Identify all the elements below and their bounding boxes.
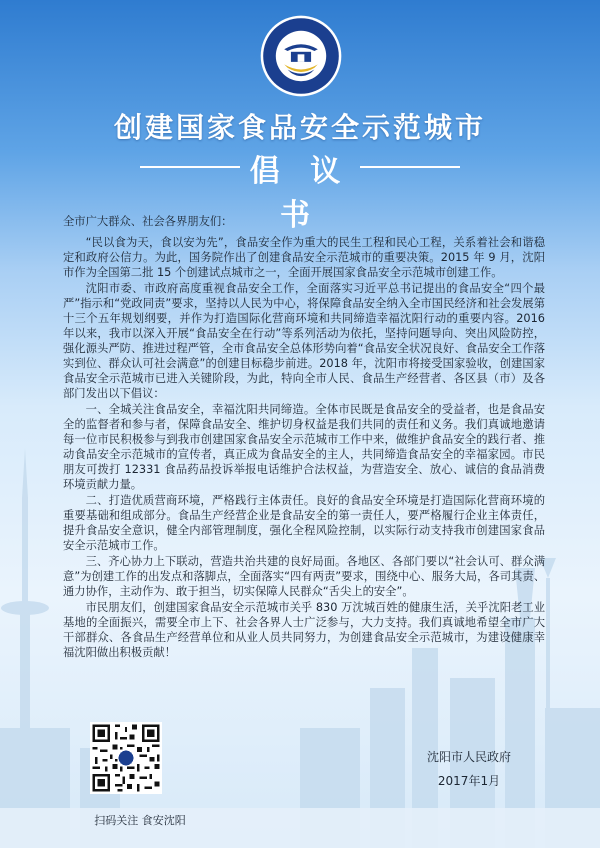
subtitle-rule-left [140,166,240,168]
qr-caption: 扫码关注 食安沈阳 [94,814,186,827]
letter-paragraph: 市民朋友们，创建国家食品安全示范城市关乎 830 万沈城百姓的健康生活，关乎沈阳老工业基地的全面振兴，需要全市上下、社会各界人士广泛参与，大力支持。我们真诚地希望全市广大干部群众、各食品生产经营单位和从业人员共同努力，为创建食品安全示范城市，为建设健康幸福沈阳做出积极贡献！ [63,601,545,659]
wechat-qr-code[interactable] [90,722,162,794]
letter-paragraph: 一、全城关注食品安全，幸福沈阳共同缔造。全体市民既是食品安全的受益者，也是食品安全的监督者和参与者，保障食品安全、维护切身权益是我们共同的责任和义务。我们真诚地邀请每一位市民积极参与到我市创建国家食品安全示范城市工作中来，做维护食品安全的践行者、推动食品安全示范城市的宣传者，真正成为食品安全的主人，共同缔造食品安全的幸福家园。市民朋友可拨打 12331 食品药品投诉举报电话维护合法权益，为营造安全、放心、诚信的食品消费环境贡献力量。 [63,403,545,491]
page-title: 创建国家食品安全示范城市 [113,111,486,144]
signature-issuer: 沈阳市人民政府 [426,750,511,764]
document-subtitle: 倡 议 书 [249,154,351,233]
letter-paragraph: 三、齐心协力上下联动，营造共治共建的良好局面。各地区、各部门要以“社会认可、群众满意”为创建工作的出发点和落脚点，全面落实“四有两责”要求，围绕中心、服务大局，各司其责、通力协作，主动作为、敢于担当，切实保障人民群众“舌尖上的安全”。 [63,555,545,598]
letter-paragraph: 沈阳市委、市政府高度重视食品安全工作，全面落实习近平总书记提出的食品安全“四个最严”指示和“党政同责”要求，坚持以人民为中心，将保障食品安全纳入全市国民经济和社会发展第十三个五年规划纲要，并作为打造国际化营商环境和共同缔造幸福沈阳行动的重要内容。2016 年以来，我市以深入开展“食品安全在行动”等系列活动为依托，坚持问题导向、突出风险防控，强化源头严防、推进过程严管，全市食品安全总体形势向着“食品安全状况良好、食品安全工作落实到位、群众认可社会满意”的创建目标稳步前进。2018 年，沈阳市将接受国家验收，创建国家食品安全示范城市已进入关键阶段，为此，特向全市人民、食品生产经营者、各区县（市）及各部门发出以下倡议： [63,282,545,400]
letter-greeting: 全市广大群众、社会各界朋友们： [63,215,233,228]
signature-block [404,745,534,793]
letter-body [63,214,545,661]
subtitle-rule-right [360,166,460,168]
letter-paragraph: “民以食为天，食以安为先”，食品安全作为重大的民生工程和民心工程，关系着社会和谐稳定和政府公信力。为此，国务院作出了创建食品安全示范城市的重要决策。2015 年 9 月，沈阳市作为全国第二批 15 个创建试点城市之一，全面开展国家食品安全示范城市创建工作。 [63,236,545,279]
letter-paragraph: 二、打造优质营商环境，严格践行主体责任。良好的食品安全环境是打造国际化营商环境的重要基础和组成部分。食品生产经营企业是食品安全的第一责任人，要严格履行企业主体责任，提升食品安全意识，健全内部管理制度，强化全程风险控制，以实际行动支持我市创建国家食品安全示范城市工作。 [63,494,545,552]
signature-date: 2017年1月 [437,774,501,788]
food-safety-city-logo [259,14,343,98]
